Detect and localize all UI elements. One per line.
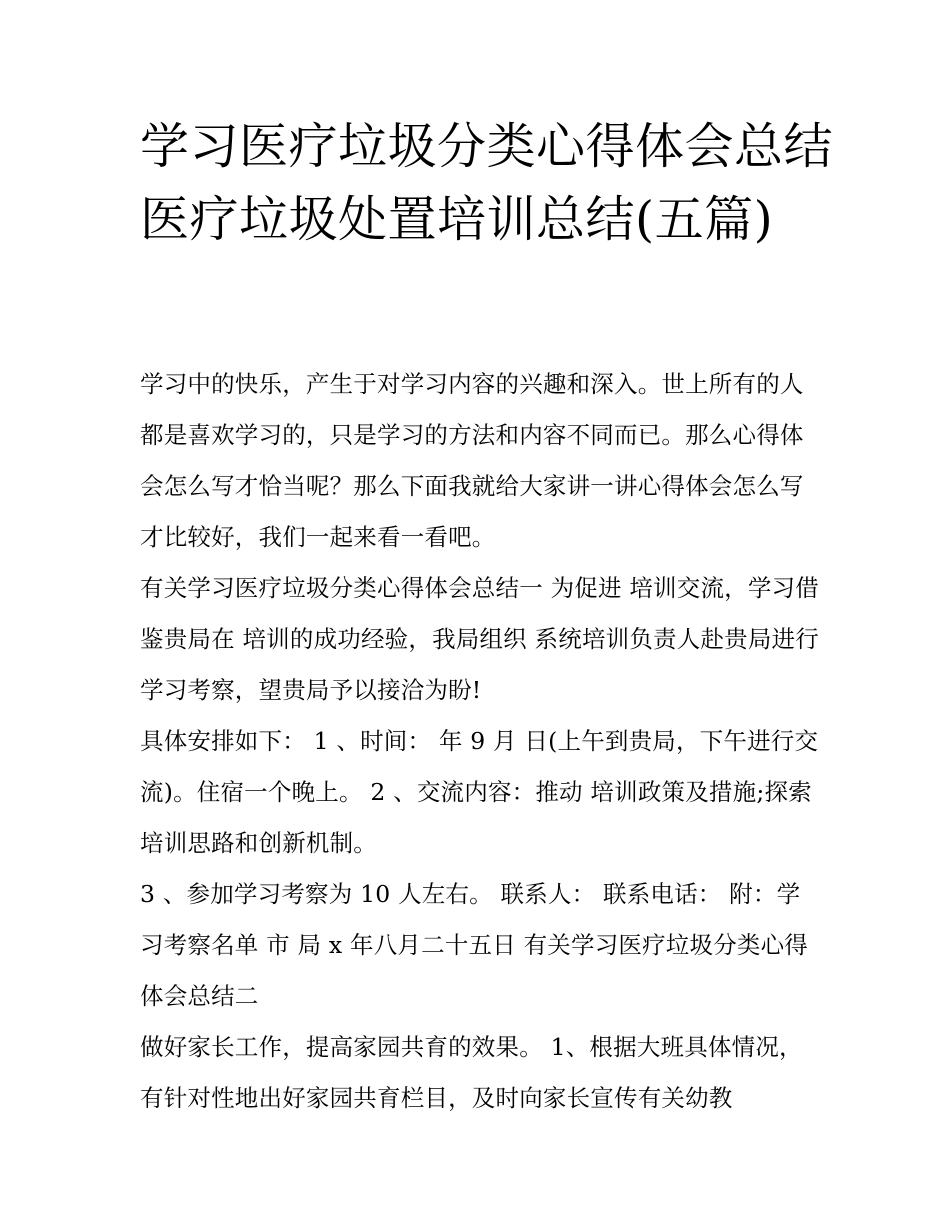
paragraph-parent-work: 做好家长工作，提高家园共育的效果。 1、根据大班具体情况，有针对性地出好家园共育栏目，及时向家长宣传有关幼教: [140, 1033, 803, 1112]
document-title: 学习医疗垃圾分类心得体会总结 医疗垃圾处置培训总结(五篇): [140, 118, 834, 248]
paragraph-summary-one: 有关学习医疗垃圾分类心得体会总结一 为促进 培训交流，学习借鉴贵局在 培训的成功经验，我局组织 系统培训负责人赴贵局进行学习考察，望贵局予以接洽为盼!: [140, 574, 819, 704]
paragraph-arrangement: 具体安排如下： 1 、时间： 年 9 月 日(上午到贵局，下午进行交流)。住宿一个晚上。 2 、交流内容：推动 培训政策及措施;探索 培训思路和创新机制。: [140, 727, 819, 857]
document-body: [140, 359, 820, 1124]
paragraph-intro: 学习中的快乐，产生于对学习内容的兴趣和深入。世上所有的人都是喜欢学习的，只是学习的方法和内容不同而已。那么心得体会怎么写才恰当呢？那么下面我就给大家讲一讲心得体会怎么写才比较好，我们一起来看一看吧。: [140, 370, 804, 551]
paragraph-participants: 3 、参加学习考察为 10 人左右。 联系人： 联系电话： 附：学习考察名单 市 局 x 年八月二十五日 有关学习医疗垃圾分类心得体会总结二: [140, 880, 809, 1010]
